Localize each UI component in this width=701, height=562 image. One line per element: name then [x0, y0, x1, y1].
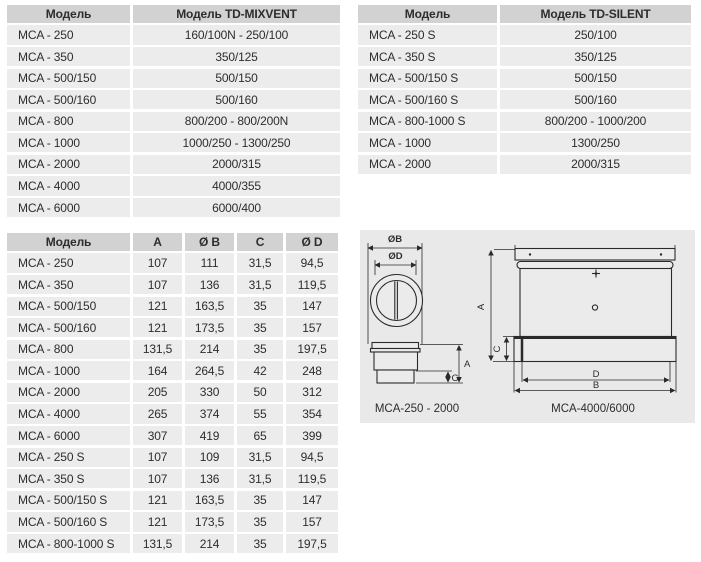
dim-label-d: D [592, 369, 600, 380]
dim-label-c-right: C [492, 345, 503, 353]
model-cell: MCA - 800 [7, 112, 130, 131]
model-cell: MCA - 6000 [7, 198, 130, 217]
model-cell: MCA - 500/150 [7, 297, 130, 316]
model-cell: MCA - 250 [7, 253, 130, 272]
column-header-diameter-d: Ø D [286, 233, 338, 251]
value-cell: 307 [133, 426, 182, 445]
value-cell: 31,5 [237, 275, 283, 294]
value-cell: 31,5 [237, 469, 283, 488]
value-cell: 500/160 [133, 90, 340, 109]
column-header-c: C [237, 233, 283, 251]
top-plate [515, 249, 675, 261]
value-cell: 350/125 [133, 47, 340, 66]
value-cell: 121 [133, 318, 182, 337]
model-cell: MCA - 350 S [7, 469, 130, 488]
value-cell: 50 [237, 383, 283, 402]
model-cell: MCA - 350 [7, 275, 130, 294]
value-cell: 2000/315 [133, 155, 340, 174]
model-cell: MCA - 6000 [7, 426, 130, 445]
model-cell: MCA - 500/160 [7, 90, 130, 109]
model-cell: MCA - 500/160 [7, 318, 130, 337]
screw-dot [529, 253, 531, 255]
value-cell: 121 [133, 512, 182, 531]
dim-label-c-left: C [451, 373, 459, 384]
value-cell: 173,5 [185, 512, 234, 531]
value-cell: 35 [237, 512, 283, 531]
model-cell: MCA - 1000 [358, 133, 497, 152]
column-header-td-mixvent: Модель TD-MIXVENT [133, 5, 340, 23]
bottom-band [514, 337, 676, 362]
value-cell: 197,5 [286, 340, 338, 359]
dim-label-b: B [592, 380, 600, 391]
value-cell: 35 [237, 340, 283, 359]
dim-label-a-right: A [476, 303, 487, 311]
column-header-model: Модель [7, 233, 130, 251]
model-cell: MCA - 1000 [7, 133, 130, 152]
spigot [377, 370, 414, 383]
value-cell: 500/160 [500, 90, 691, 109]
value-cell: 214 [185, 340, 234, 359]
model-cell: MCA - 350 S [358, 47, 497, 66]
value-cell: 197,5 [286, 534, 338, 553]
value-cell: 265 [133, 404, 182, 423]
column-header-model: Модель [358, 5, 497, 23]
value-cell: 131,5 [133, 340, 182, 359]
value-cell: 109 [185, 448, 234, 467]
value-cell: 500/150 [133, 69, 340, 88]
value-cell: 6000/400 [133, 198, 340, 217]
value-cell: 250/100 [500, 25, 691, 44]
model-cell: MCA - 500/150 [7, 69, 130, 88]
model-cell: MCA - 800-1000 S [358, 112, 497, 131]
side-view-mca-250-2000 [371, 343, 472, 385]
screw-dot [660, 253, 662, 255]
value-cell: 164 [133, 361, 182, 380]
value-cell: 173,5 [185, 318, 234, 337]
value-cell: 55 [237, 404, 283, 423]
rolled-band [517, 262, 673, 269]
value-cell: 147 [286, 491, 338, 510]
value-cell: 107 [133, 448, 182, 467]
value-cell: 160/100N - 250/100 [133, 25, 340, 44]
value-cell: 312 [286, 383, 338, 402]
value-cell: 354 [286, 404, 338, 423]
value-cell: 94,5 [286, 448, 338, 467]
value-cell: 399 [286, 426, 338, 445]
duct-outer-circle [371, 275, 423, 327]
value-cell: 42 [237, 361, 283, 380]
value-cell: 107 [133, 253, 182, 272]
main-body [520, 269, 672, 337]
value-cell: 107 [133, 275, 182, 294]
table-silent [358, 5, 691, 174]
model-cell: MCA - 800-1000 S [7, 534, 130, 553]
value-cell: 4000/355 [133, 176, 340, 195]
value-cell: 205 [133, 383, 182, 402]
column-header-td-silent: Модель TD-SILENT [500, 5, 691, 23]
model-cell: MCA - 2000 [358, 155, 497, 174]
dimension-diagram-panel [360, 230, 695, 423]
value-cell: 35 [237, 534, 283, 553]
model-cell: MCA - 250 S [7, 448, 130, 467]
value-cell: 31,5 [237, 448, 283, 467]
value-cell: 330 [185, 383, 234, 402]
value-cell: 136 [185, 469, 234, 488]
value-cell: 35 [237, 297, 283, 316]
model-cell: MCA - 2000 [7, 383, 130, 402]
caption-mca-4000-6000: MCA-4000/6000 [551, 403, 635, 415]
value-cell: 214 [185, 534, 234, 553]
model-cell: MCA - 500/150 S [358, 69, 497, 88]
side-view-mca-4000-6000 [476, 245, 676, 393]
flange [372, 343, 419, 349]
value-cell: 121 [133, 491, 182, 510]
caption-mca-250-2000: MCA-250 - 2000 [374, 403, 460, 415]
model-cell: MCA - 500/150 S [7, 491, 130, 510]
model-cell: MCA - 800 [7, 340, 130, 359]
value-cell: 107 [133, 469, 182, 488]
model-cell: MCA - 250 [7, 25, 130, 44]
value-cell: 2000/315 [500, 155, 691, 174]
value-cell: 35 [237, 318, 283, 337]
value-cell: 65 [237, 426, 283, 445]
value-cell: 248 [286, 361, 338, 380]
value-cell: 264,5 [185, 361, 234, 380]
body [374, 352, 418, 370]
value-cell: 131,5 [133, 534, 182, 553]
column-header-model: Модель [7, 5, 130, 23]
model-cell: MCA - 250 S [358, 25, 497, 44]
value-cell: 163,5 [185, 297, 234, 316]
value-cell: 1300/250 [500, 133, 691, 152]
value-cell: 1000/250 - 1300/250 [133, 133, 340, 152]
value-cell: 374 [185, 404, 234, 423]
table-mixvent [7, 5, 340, 217]
dim-label-diameter-d: ØD [388, 251, 403, 262]
value-cell: 800/200 - 1000/200 [500, 112, 691, 131]
value-cell: 157 [286, 512, 338, 531]
model-cell: MCA - 1000 [7, 361, 130, 380]
model-cell: MCA - 4000 [7, 176, 130, 195]
dim-label-diameter-b: ØB [387, 234, 403, 245]
model-cell: MCA - 4000 [7, 404, 130, 423]
model-cell: MCA - 500/160 S [358, 90, 497, 109]
value-cell: 35 [237, 491, 283, 510]
value-cell: 800/200 - 800/200N [133, 112, 340, 131]
front-view-mca-250-2000 [368, 234, 423, 344]
value-cell: 350/125 [500, 47, 691, 66]
value-cell: 121 [133, 297, 182, 316]
value-cell: 94,5 [286, 253, 338, 272]
value-cell: 500/150 [500, 69, 691, 88]
value-cell: 119,5 [286, 469, 338, 488]
value-cell: 157 [286, 318, 338, 337]
dim-label-a-left: A [464, 359, 471, 370]
model-cell: MCA - 350 [7, 47, 130, 66]
column-header-a: A [133, 233, 182, 251]
value-cell: 147 [286, 297, 338, 316]
value-cell: 419 [185, 426, 234, 445]
value-cell: 119,5 [286, 275, 338, 294]
value-cell: 136 [185, 275, 234, 294]
model-cell: MCA - 2000 [7, 155, 130, 174]
dimension-diagram [360, 230, 695, 423]
model-cell: MCA - 500/160 S [7, 512, 130, 531]
value-cell: 163,5 [185, 491, 234, 510]
table-dimensions [7, 233, 338, 553]
value-cell: 111 [185, 253, 234, 272]
column-header-diameter-b: Ø B [185, 233, 234, 251]
value-cell: 31,5 [237, 253, 283, 272]
